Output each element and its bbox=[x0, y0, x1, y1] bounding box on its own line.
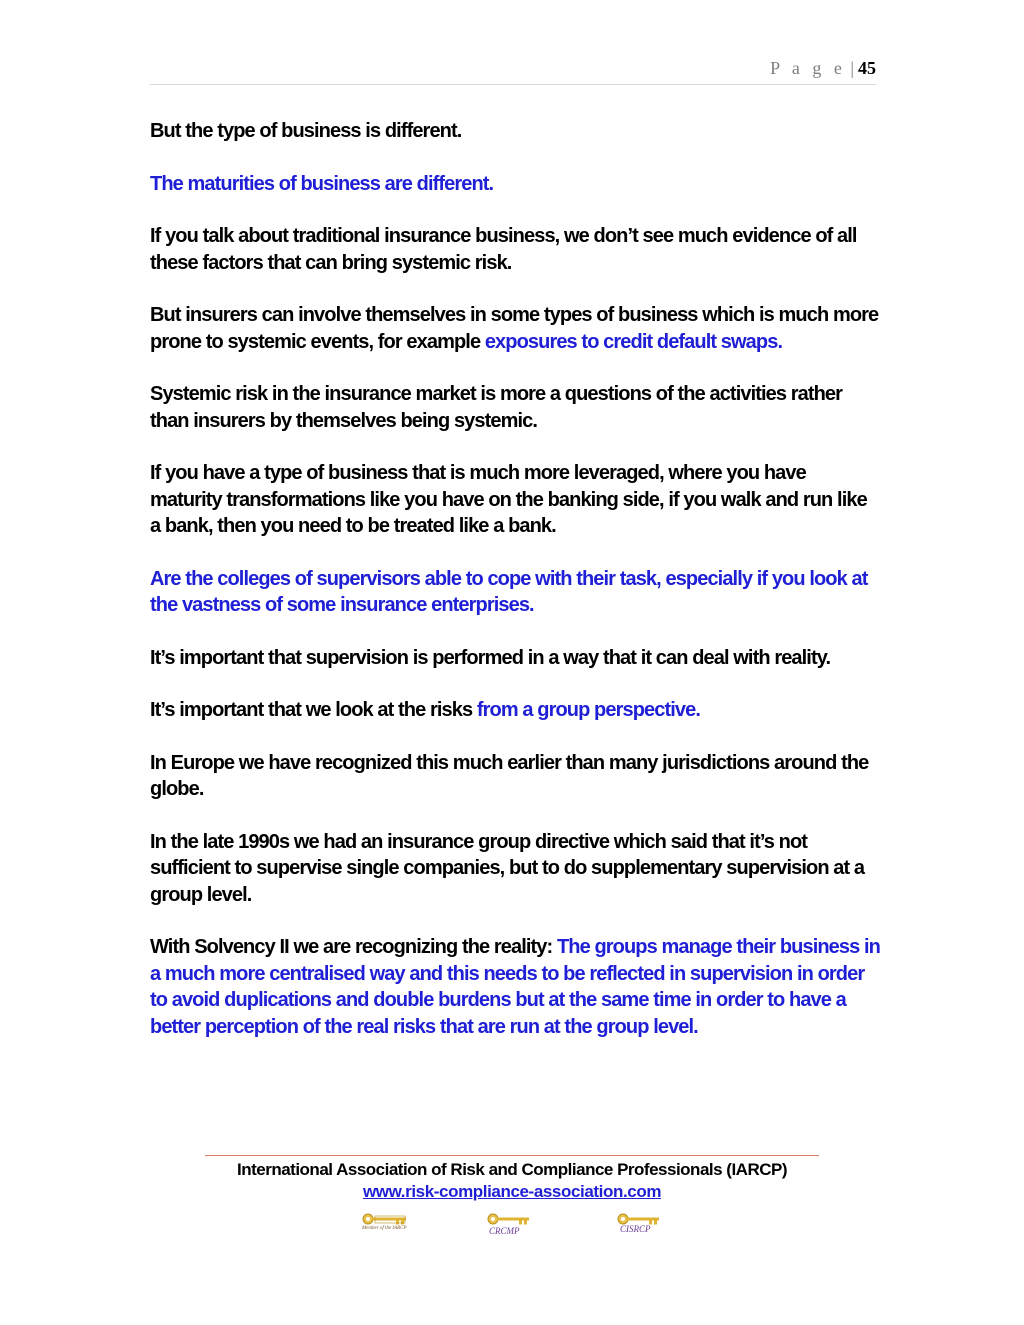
page-label: P a g e bbox=[770, 58, 846, 78]
body-text: It’s important that we look at the risks bbox=[150, 699, 477, 721]
highlighted-text: Are the colleges of supervisors able to cope with their task, especially if you look at the vastness of some insurance enterprises. bbox=[150, 567, 868, 616]
key-icon bbox=[487, 1212, 531, 1226]
page-header bbox=[150, 58, 876, 85]
logo-caption: CISRCP bbox=[620, 1224, 651, 1234]
logo-crcmp bbox=[487, 1212, 531, 1240]
highlighted-text: exposures to credit default swaps. bbox=[484, 330, 783, 353]
footer-organization: International Association of Risk and Compliance Professionals (IARCP) bbox=[236, 1160, 788, 1179]
body-text: If you talk about traditional insurance business, we don’t see much evidence of all these factors that can bring systemic risk. bbox=[150, 225, 857, 274]
paragraph bbox=[150, 645, 880, 672]
logo-caption: Member of the IARCP bbox=[362, 1226, 407, 1231]
page-separator: | bbox=[850, 58, 854, 78]
logo-member bbox=[362, 1212, 408, 1234]
body-text: With Solvency II we are recognizing the reality: bbox=[150, 936, 557, 958]
highlighted-text: from a group perspective. bbox=[476, 699, 700, 721]
logo-caption: CRCMP bbox=[489, 1226, 520, 1236]
paragraph bbox=[150, 171, 880, 198]
body-text: Systemic risk in the insurance market is more a questions of the activities rather than insurers by themselves being systemic. bbox=[150, 383, 843, 432]
highlighted-text: The maturities of business are different. bbox=[150, 172, 494, 195]
page-number: 45 bbox=[858, 58, 876, 78]
body-text: In Europe we have recognized this much earlier than many jurisdictions around the globe. bbox=[150, 751, 869, 800]
body-text: If you have a type of business that is much more leveraged, where you have maturity transformations like you have on the banking side, if you walk and run like a bank, then you need to be treated like a bank. bbox=[150, 462, 867, 537]
footer-website-link[interactable]: www.risk-compliance-association.com bbox=[362, 1182, 662, 1201]
footer-logos bbox=[0, 1210, 1024, 1240]
highlighted-text: The groups manage their business in a much more centralised way and this needs to be reflected in supervision in order to avoid duplications and double burdens but at the same time in order to have a better perception of the real risks that are run at the group level. bbox=[150, 936, 880, 1038]
page-footer bbox=[205, 1155, 819, 1202]
body-text: But the type of business is different. bbox=[150, 120, 462, 142]
logo-cisrcp bbox=[617, 1212, 661, 1240]
document-body bbox=[150, 118, 880, 1066]
paragraph bbox=[150, 697, 880, 724]
body-text: But insurers can involve themselves in some types of business which is much more prone to systemic events, for example bbox=[150, 304, 879, 353]
paragraph bbox=[150, 934, 880, 1040]
key-icon bbox=[362, 1212, 408, 1226]
paragraph bbox=[150, 460, 880, 540]
body-text: In the late 1990s we had an insurance group directive which said that it’s not sufficient to supervise single companies, but to do supplementary supervision at a group level. bbox=[150, 830, 865, 906]
paragraph bbox=[150, 118, 880, 145]
paragraph bbox=[150, 223, 880, 276]
paragraph bbox=[150, 302, 880, 355]
paragraph bbox=[150, 750, 880, 803]
paragraph bbox=[150, 566, 880, 619]
paragraph bbox=[150, 381, 880, 434]
paragraph bbox=[150, 829, 880, 909]
body-text: It’s important that supervision is performed in a way that it can deal with reality. bbox=[150, 646, 831, 669]
